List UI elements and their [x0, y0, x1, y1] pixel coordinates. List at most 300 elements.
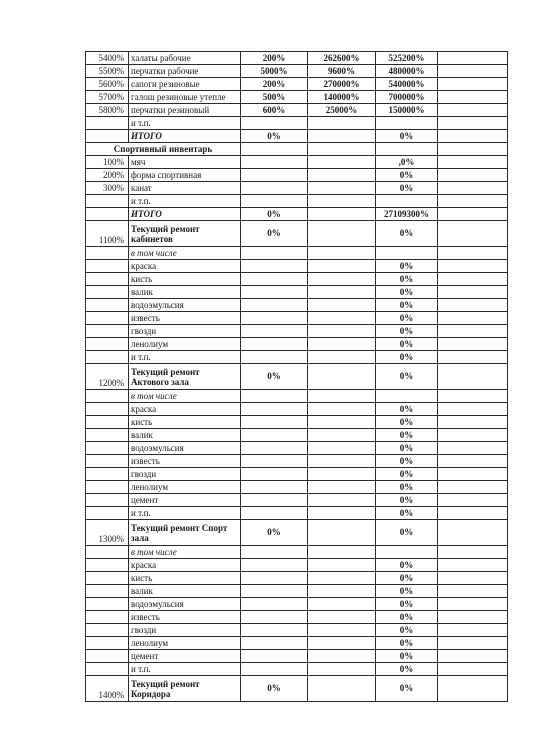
note-cell — [438, 52, 508, 65]
quantity-cell — [241, 403, 308, 416]
row-number-cell — [86, 312, 129, 325]
sum-cell — [376, 117, 438, 130]
item-name-cell: известь — [129, 455, 241, 468]
sum-cell: 0% — [376, 364, 438, 390]
quantity-cell — [241, 650, 308, 663]
row-number-cell: 100% — [86, 156, 129, 169]
sum-cell — [376, 195, 438, 208]
quantity-cell — [241, 468, 308, 481]
table-row — [86, 91, 508, 104]
row-number-cell — [86, 637, 129, 650]
table-row — [86, 104, 508, 117]
row-number-cell — [86, 650, 129, 663]
item-name-cell: Текущий ремонт Спорт зала — [129, 520, 241, 546]
item-name-cell: ленолиум — [129, 637, 241, 650]
price-cell — [308, 312, 376, 325]
row-number-cell: 5700% — [86, 91, 129, 104]
sum-cell: 27109300% — [376, 208, 438, 221]
price-cell: 9600% — [308, 65, 376, 78]
table-row — [86, 156, 508, 169]
row-number-cell — [86, 195, 129, 208]
row-number-cell: 1300% — [86, 520, 129, 546]
price-cell — [308, 403, 376, 416]
row-number-cell — [86, 403, 129, 416]
table-row — [86, 559, 508, 572]
sum-cell: 0% — [376, 611, 438, 624]
price-cell — [308, 455, 376, 468]
price-cell — [308, 442, 376, 455]
price-cell — [308, 494, 376, 507]
sum-cell: 0% — [376, 585, 438, 598]
sum-cell: 480000% — [376, 65, 438, 78]
item-name-cell: мяч — [129, 156, 241, 169]
table-row — [86, 637, 508, 650]
note-cell — [438, 78, 508, 91]
sum-cell: 0% — [376, 494, 438, 507]
quantity-cell — [241, 559, 308, 572]
row-number-cell — [86, 286, 129, 299]
row-number-cell: 5600% — [86, 78, 129, 91]
quantity-cell: 0% — [241, 221, 308, 247]
item-name-cell: и т.п. — [129, 195, 241, 208]
sum-cell: 0% — [376, 572, 438, 585]
table-row — [86, 286, 508, 299]
sum-cell: 0% — [376, 650, 438, 663]
table-row — [86, 78, 508, 91]
quantity-cell — [241, 663, 308, 676]
sum-cell: 0% — [376, 221, 438, 247]
quantity-cell — [241, 494, 308, 507]
repair-header-row — [86, 364, 508, 390]
quantity-cell: 600% — [241, 104, 308, 117]
item-name-cell: гвозди — [129, 468, 241, 481]
item-name-cell: ленолиум — [129, 338, 241, 351]
sum-cell: 150000% — [376, 104, 438, 117]
row-number-cell — [86, 455, 129, 468]
price-cell: 140000% — [308, 91, 376, 104]
item-name-cell: ленолиум — [129, 481, 241, 494]
sum-cell: 0% — [376, 676, 438, 702]
row-number-cell — [86, 390, 129, 403]
row-number-cell — [86, 117, 129, 130]
empty-cell — [308, 143, 376, 156]
note-cell — [438, 364, 508, 390]
table-row — [86, 260, 508, 273]
note-cell — [438, 273, 508, 286]
sum-cell: 0% — [376, 468, 438, 481]
note-cell — [438, 455, 508, 468]
quantity-cell — [241, 338, 308, 351]
price-cell — [308, 130, 376, 143]
row-number-cell — [86, 429, 129, 442]
note-cell — [438, 182, 508, 195]
table-row — [86, 494, 508, 507]
quantity-cell: 5000% — [241, 65, 308, 78]
sum-cell: 0% — [376, 429, 438, 442]
sum-cell: 0% — [376, 403, 438, 416]
repair-header-row — [86, 221, 508, 247]
table-row — [86, 182, 508, 195]
quantity-cell — [241, 624, 308, 637]
sum-cell: 700000% — [376, 91, 438, 104]
quantity-cell — [241, 260, 308, 273]
row-number-cell — [86, 468, 129, 481]
row-number-cell — [86, 299, 129, 312]
price-cell — [308, 299, 376, 312]
note-cell — [438, 91, 508, 104]
price-cell — [308, 598, 376, 611]
note-cell — [438, 338, 508, 351]
table-row — [86, 598, 508, 611]
price-cell — [308, 507, 376, 520]
row-number-cell — [86, 494, 129, 507]
note-cell — [438, 65, 508, 78]
row-number-cell: 1200% — [86, 364, 129, 390]
price-cell — [308, 117, 376, 130]
note-cell — [438, 195, 508, 208]
quantity-cell: 0% — [241, 520, 308, 546]
item-name-cell: водоэмульсия — [129, 442, 241, 455]
subheading-row — [86, 247, 508, 260]
quantity-cell: 0% — [241, 364, 308, 390]
table-row — [86, 312, 508, 325]
price-cell: 25000% — [308, 104, 376, 117]
quantity-cell — [241, 286, 308, 299]
quantity-cell: 0% — [241, 208, 308, 221]
item-name-cell: валик — [129, 585, 241, 598]
item-name-cell: и т.п. — [129, 663, 241, 676]
quantity-cell — [241, 481, 308, 494]
note-cell — [438, 416, 508, 429]
price-cell — [308, 416, 376, 429]
quantity-cell — [241, 156, 308, 169]
item-name-cell: галош резиновые утепле — [129, 91, 241, 104]
note-cell — [438, 351, 508, 364]
item-name-cell: водоэмульсия — [129, 598, 241, 611]
price-cell — [308, 650, 376, 663]
sum-cell: 0% — [376, 416, 438, 429]
quantity-cell — [241, 429, 308, 442]
price-cell — [308, 286, 376, 299]
price-cell — [308, 260, 376, 273]
sum-cell: 0% — [376, 273, 438, 286]
note-cell — [438, 481, 508, 494]
empty-cell — [241, 143, 308, 156]
sum-cell: 0% — [376, 351, 438, 364]
item-name-cell: известь — [129, 611, 241, 624]
price-cell — [308, 338, 376, 351]
price-cell: 270000% — [308, 78, 376, 91]
sum-cell: 0% — [376, 299, 438, 312]
row-number-cell — [86, 273, 129, 286]
sum-cell: 0% — [376, 455, 438, 468]
quantity-cell — [241, 455, 308, 468]
price-cell — [308, 429, 376, 442]
note-cell — [438, 221, 508, 247]
note-cell — [438, 325, 508, 338]
price-cell — [308, 468, 376, 481]
note-cell — [438, 117, 508, 130]
item-name-cell: ИТОГО — [129, 208, 241, 221]
sum-cell: 0% — [376, 312, 438, 325]
quantity-cell — [241, 572, 308, 585]
sum-cell: 0% — [376, 442, 438, 455]
subheading-row — [86, 546, 508, 559]
row-number-cell — [86, 507, 129, 520]
sum-cell: 0% — [376, 338, 438, 351]
note-cell — [438, 637, 508, 650]
note-cell — [438, 156, 508, 169]
price-cell — [308, 611, 376, 624]
item-name-cell: халаты рабочие — [129, 52, 241, 65]
item-name-cell: валик — [129, 429, 241, 442]
row-number-cell — [86, 351, 129, 364]
table-row — [86, 195, 508, 208]
quantity-cell — [241, 273, 308, 286]
repair-header-row — [86, 676, 508, 702]
row-number-cell — [86, 247, 129, 260]
item-name-cell: и т.п. — [129, 351, 241, 364]
row-number-cell — [86, 585, 129, 598]
sum-cell: 0% — [376, 559, 438, 572]
sum-cell: 0% — [376, 624, 438, 637]
row-number-cell — [86, 598, 129, 611]
note-cell — [438, 611, 508, 624]
sum-cell: 0% — [376, 286, 438, 299]
item-name-cell: форма спортивная — [129, 169, 241, 182]
item-name-cell: цемент — [129, 650, 241, 663]
item-name-cell: сапоги резиновые — [129, 78, 241, 91]
row-number-cell — [86, 338, 129, 351]
note-cell — [438, 442, 508, 455]
row-number-cell: 200% — [86, 169, 129, 182]
table-row — [86, 455, 508, 468]
note-cell — [438, 312, 508, 325]
row-number-cell — [86, 481, 129, 494]
quantity-cell — [241, 611, 308, 624]
price-cell — [308, 559, 376, 572]
price-cell — [308, 585, 376, 598]
price-cell — [308, 624, 376, 637]
price-cell — [308, 481, 376, 494]
table-row — [86, 273, 508, 286]
row-number-cell — [86, 546, 129, 559]
row-number-cell: 5800% — [86, 104, 129, 117]
sum-cell: 0% — [376, 637, 438, 650]
repair-header-row — [86, 520, 508, 546]
quantity-cell — [241, 637, 308, 650]
note-cell — [438, 403, 508, 416]
table-row — [86, 468, 508, 481]
row-number-cell — [86, 442, 129, 455]
price-cell — [308, 169, 376, 182]
price-cell — [308, 195, 376, 208]
price-cell — [308, 676, 376, 702]
row-number-cell: 1100% — [86, 221, 129, 247]
total-row — [86, 208, 508, 221]
note-cell — [438, 247, 508, 260]
price-cell — [308, 273, 376, 286]
item-name-cell: Текущий ремонт кабинетов — [129, 221, 241, 247]
quantity-cell — [241, 247, 308, 260]
sum-cell: 0% — [376, 325, 438, 338]
row-number-cell — [86, 416, 129, 429]
item-name-cell: цемент — [129, 494, 241, 507]
item-name-cell: краска — [129, 260, 241, 273]
quantity-cell — [241, 442, 308, 455]
quantity-cell — [241, 416, 308, 429]
quantity-cell — [241, 507, 308, 520]
note-cell — [438, 130, 508, 143]
price-cell — [308, 546, 376, 559]
row-number-cell: 5400% — [86, 52, 129, 65]
note-cell — [438, 507, 508, 520]
table-row — [86, 663, 508, 676]
row-number-cell — [86, 663, 129, 676]
sum-cell: 0% — [376, 481, 438, 494]
table-row — [86, 325, 508, 338]
quantity-cell — [241, 169, 308, 182]
empty-cell — [376, 143, 438, 156]
quantity-cell — [241, 351, 308, 364]
table-row — [86, 507, 508, 520]
note-cell — [438, 546, 508, 559]
note-cell — [438, 429, 508, 442]
table-row — [86, 169, 508, 182]
item-name-cell: кисть — [129, 572, 241, 585]
table-row — [86, 52, 508, 65]
quantity-cell: 0% — [241, 676, 308, 702]
item-name-cell: перчатки резиновый — [129, 104, 241, 117]
table-row — [86, 611, 508, 624]
note-cell — [438, 598, 508, 611]
item-name-cell: известь — [129, 312, 241, 325]
price-cell — [308, 572, 376, 585]
row-number-cell — [86, 325, 129, 338]
quantity-cell: 200% — [241, 52, 308, 65]
table-row — [86, 429, 508, 442]
item-name-cell: гвозди — [129, 624, 241, 637]
item-name-cell: Текущий ремонт Коридора — [129, 676, 241, 702]
quantity-cell: 500% — [241, 91, 308, 104]
budget-table — [85, 51, 508, 702]
empty-cell — [438, 143, 508, 156]
section-title: Спортивный инвентарь — [86, 143, 241, 156]
note-cell — [438, 104, 508, 117]
table-row — [86, 650, 508, 663]
sum-cell: 540000% — [376, 78, 438, 91]
note-cell — [438, 585, 508, 598]
sum-cell: 0% — [376, 169, 438, 182]
item-name-cell: кисть — [129, 273, 241, 286]
item-name-cell: Текущий ремонт Актового зала — [129, 364, 241, 390]
table-row — [86, 481, 508, 494]
quantity-cell — [241, 195, 308, 208]
note-cell — [438, 494, 508, 507]
note-cell — [438, 208, 508, 221]
price-cell — [308, 390, 376, 403]
item-name-cell: и т.п. — [129, 117, 241, 130]
row-number-cell — [86, 260, 129, 273]
sum-cell: ,0% — [376, 156, 438, 169]
item-name-cell: водоэмульсия — [129, 299, 241, 312]
table-row — [86, 442, 508, 455]
item-name-cell: валик — [129, 286, 241, 299]
table-row — [86, 403, 508, 416]
sum-cell — [376, 546, 438, 559]
sum-cell — [376, 247, 438, 260]
item-name-cell: кисть — [129, 416, 241, 429]
table-row — [86, 624, 508, 637]
price-cell — [308, 663, 376, 676]
note-cell — [438, 260, 508, 273]
price-cell — [308, 156, 376, 169]
item-name-cell: перчатки рабочие — [129, 65, 241, 78]
note-cell — [438, 520, 508, 546]
quantity-cell — [241, 325, 308, 338]
subheading-row — [86, 390, 508, 403]
row-number-cell — [86, 572, 129, 585]
sum-cell: 0% — [376, 507, 438, 520]
note-cell — [438, 572, 508, 585]
table-row — [86, 65, 508, 78]
sum-cell: 0% — [376, 182, 438, 195]
price-cell — [308, 325, 376, 338]
item-name-cell: краска — [129, 403, 241, 416]
item-name-cell: в том числе — [129, 546, 241, 559]
item-name-cell: в том числе — [129, 247, 241, 260]
sum-cell: 525200% — [376, 52, 438, 65]
note-cell — [438, 286, 508, 299]
price-cell — [308, 351, 376, 364]
price-cell — [308, 637, 376, 650]
price-cell — [308, 520, 376, 546]
item-name-cell: ИТОГО — [129, 130, 241, 143]
note-cell — [438, 390, 508, 403]
row-number-cell — [86, 611, 129, 624]
quantity-cell: 200% — [241, 78, 308, 91]
quantity-cell — [241, 299, 308, 312]
total-row — [86, 130, 508, 143]
price-cell — [308, 182, 376, 195]
row-number-cell: 1400% — [86, 676, 129, 702]
quantity-cell — [241, 312, 308, 325]
item-name-cell: в том числе — [129, 390, 241, 403]
table-row — [86, 117, 508, 130]
item-name-cell: гвозди — [129, 325, 241, 338]
sum-cell — [376, 390, 438, 403]
quantity-cell — [241, 117, 308, 130]
budget-table-body — [86, 52, 508, 702]
note-cell — [438, 299, 508, 312]
note-cell — [438, 676, 508, 702]
item-name-cell: краска — [129, 559, 241, 572]
row-number-cell — [86, 559, 129, 572]
sum-cell: 0% — [376, 598, 438, 611]
sum-cell: 0% — [376, 260, 438, 273]
item-name-cell: и т.п. — [129, 507, 241, 520]
note-cell — [438, 169, 508, 182]
row-number-cell: 300% — [86, 182, 129, 195]
table-row — [86, 572, 508, 585]
quantity-cell — [241, 390, 308, 403]
note-cell — [438, 663, 508, 676]
section-header-row — [86, 143, 508, 156]
quantity-cell — [241, 546, 308, 559]
note-cell — [438, 559, 508, 572]
note-cell — [438, 468, 508, 481]
note-cell — [438, 650, 508, 663]
